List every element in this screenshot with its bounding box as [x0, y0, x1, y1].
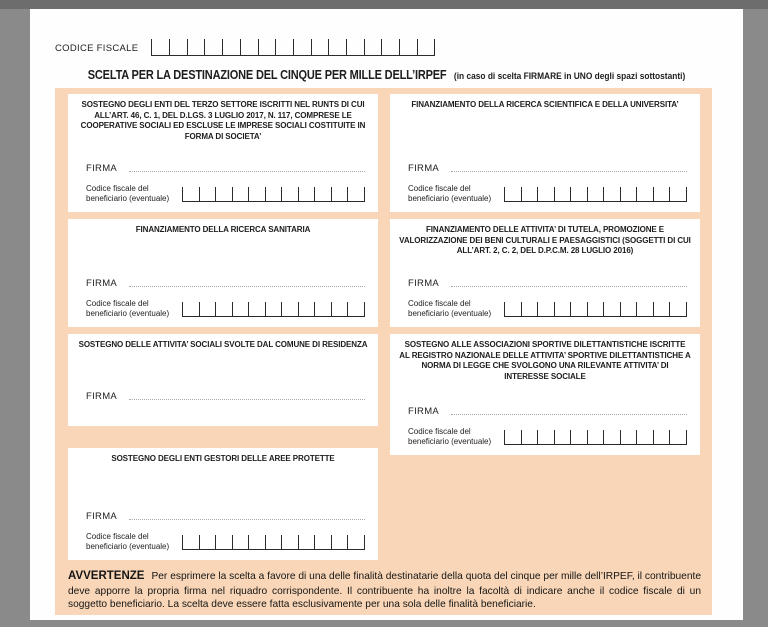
choice-box-associazioni-sportive: [390, 334, 700, 455]
beneficiario-codice-input[interactable]: [504, 187, 687, 202]
page-title-note: (in caso di scelta FIRMARE in UNO degli spazi sottostanti): [453, 71, 686, 82]
firma-signature-line[interactable]: [451, 170, 687, 172]
firma-label: FIRMA: [86, 278, 118, 289]
beneficiario-row: [86, 184, 365, 204]
avvertenze-text: Per esprimere la scelta a favore di una delle finalità destinatarie della quota del cinque per mille dell’IRPEF, il contribuente deve apporre la propria firma nel riquadro corrispondente. Il contribuente ha inoltre la facoltà di indicare anche il codice fiscale di un soggetto beneficiario. La scelta deve essere fatta esclusivamente per una sola delle finalità beneficiarie.: [68, 571, 701, 611]
beneficiario-label-line1: Codice fiscale del: [86, 184, 149, 193]
beneficiario-codice-input[interactable]: [182, 535, 365, 550]
form-page: [30, 9, 743, 620]
choice-box-title: FINANZIAMENTO DELLA RICERCA SCIENTIFICA E DELLA UNIVERSITA’: [411, 100, 679, 109]
beneficiario-codice-input[interactable]: [182, 187, 365, 202]
beneficiario-label-line1: Codice fiscale del: [408, 299, 471, 308]
beneficiario-label-line2: beneficiario (eventuale): [408, 309, 492, 318]
firma-row: [408, 278, 687, 289]
choice-box-terzo-settore: [68, 94, 378, 212]
choices-panel: [55, 88, 712, 615]
choice-box-aree-protette: [68, 448, 378, 560]
beneficiario-row: [86, 299, 365, 319]
choice-box-title: SOSTEGNO ALLE ASSOCIAZIONI SPORTIVE DILETTANTISTICHE ISCRITTE AL REGISTRO NAZIONALE DELLE ATTIVITA’ SPORTIVE DILETTANTISTICHE A NORMA DI LEGGE CHE SVOLGONO UNA RILEVANTE ATTIVITA’ DI INTERESSE SOCIALE: [399, 340, 691, 381]
beneficiario-label-line2: beneficiario (eventuale): [408, 437, 492, 446]
firma-row: [408, 163, 687, 174]
beneficiario-codice-input[interactable]: [504, 430, 687, 445]
avvertenze-note: [68, 569, 701, 612]
choice-box-title: SOSTEGNO DEGLI ENTI GESTORI DELLE AREE PROTETTE: [111, 454, 335, 463]
firma-signature-line[interactable]: [129, 285, 365, 287]
beneficiario-label: [408, 427, 504, 447]
firma-label: FIRMA: [408, 163, 440, 174]
firma-row: [86, 278, 365, 289]
beneficiario-label: [86, 532, 182, 552]
beneficiario-label-line1: Codice fiscale del: [408, 184, 471, 193]
frame-top-strip: [0, 0, 768, 9]
choice-box-title: FINANZIAMENTO DELLE ATTIVITA’ DI TUTELA, PROMOZIONE E VALORIZZAZIONE DEI BENI CULTURALI E PAESAGGISTICI (SOGGETTI DI CUI ALL’ART. 2, C. 2, DEL D.P.C.M. 28 LUGLIO 2016): [399, 225, 691, 256]
firma-signature-line[interactable]: [129, 518, 365, 520]
form-title-row: [73, 66, 700, 84]
beneficiario-label-line2: beneficiario (eventuale): [86, 309, 170, 318]
avvertenze-label: AVVERTENZE: [68, 570, 145, 582]
beneficiario-codice-input[interactable]: [182, 302, 365, 317]
choice-box-title: SOSTEGNO DEGLI ENTI DEL TERZO SETTORE ISCRITTI NEL RUNTS DI CUI ALL’ART. 46, C. 1, DEL D.LGS. 3 LUGLIO 2017, N. 117, COMPRESE LE COOPERATIVE SOCIALI ED ESCLUSE LE IMPRESE SOCIALI COSTITUITE IN FORMA DI SOCIETA’: [80, 100, 366, 141]
firma-signature-line[interactable]: [451, 413, 687, 415]
firma-label: FIRMA: [86, 163, 118, 174]
firma-row: [86, 391, 365, 402]
firma-row: [86, 511, 365, 522]
beneficiario-label-line1: Codice fiscale del: [408, 427, 471, 436]
beneficiario-codice-input[interactable]: [504, 302, 687, 317]
beneficiario-label: [408, 299, 504, 319]
firma-label: FIRMA: [408, 278, 440, 289]
beneficiario-row: [408, 184, 687, 204]
choice-box-comune-residenza: [68, 334, 378, 426]
firma-row: [86, 163, 365, 174]
choice-box-ricerca-scientifica: [390, 94, 700, 212]
beneficiario-row: [86, 532, 365, 552]
firma-row: [408, 406, 687, 417]
firma-label: FIRMA: [86, 391, 118, 402]
beneficiario-label-line2: beneficiario (eventuale): [408, 194, 492, 203]
choice-box-title: SOSTEGNO DELLE ATTIVITA’ SOCIALI SVOLTE DAL COMUNE DI RESIDENZA: [78, 340, 368, 349]
firma-signature-line[interactable]: [129, 170, 365, 172]
codice-fiscale-row: [55, 39, 435, 56]
beneficiario-label: [408, 184, 504, 204]
choice-box-title: FINANZIAMENTO DELLA RICERCA SANITARIA: [135, 225, 311, 234]
beneficiario-row: [408, 299, 687, 319]
beneficiario-label: [86, 184, 182, 204]
beneficiario-row: [408, 427, 687, 447]
codice-fiscale-label: CODICE FISCALE: [55, 43, 139, 54]
choice-box-beni-culturali: [390, 219, 700, 327]
page-title: SCELTA PER LA DESTINAZIONE DEL CINQUE PER MILLE DELL’IRPEF: [87, 68, 447, 82]
firma-signature-line[interactable]: [451, 285, 687, 287]
firma-signature-line[interactable]: [129, 398, 365, 400]
choice-box-ricerca-sanitaria: [68, 219, 378, 327]
beneficiario-label-line1: Codice fiscale del: [86, 532, 149, 541]
beneficiario-label-line2: beneficiario (eventuale): [86, 542, 170, 551]
firma-label: FIRMA: [408, 406, 440, 417]
codice-fiscale-input[interactable]: [151, 39, 435, 56]
beneficiario-label-line2: beneficiario (eventuale): [86, 194, 170, 203]
beneficiario-label: [86, 299, 182, 319]
firma-label: FIRMA: [86, 511, 118, 522]
beneficiario-label-line1: Codice fiscale del: [86, 299, 149, 308]
